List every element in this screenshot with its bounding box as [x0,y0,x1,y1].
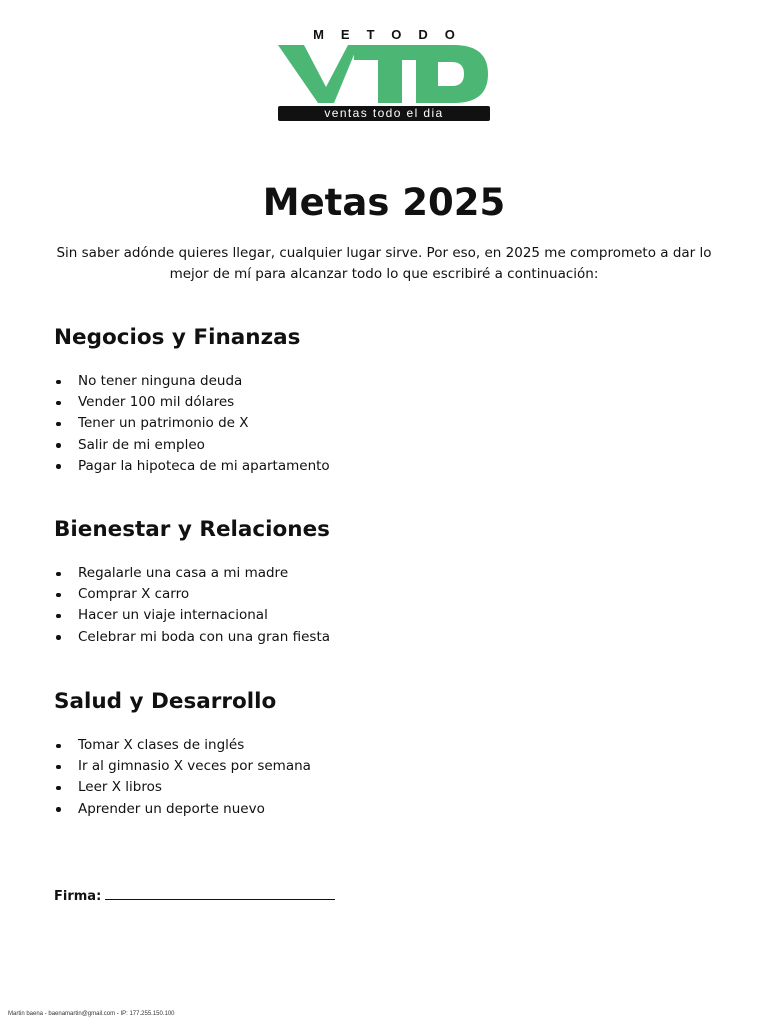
goal-list [54,563,714,648]
signature-label: Firma: [54,889,102,904]
logo-tagline: ventas todo el dia [324,106,444,120]
goal-text: Comprar X carro [78,586,190,603]
list-item [54,777,714,798]
goal-text: Celebrar mi boda con una gran fiesta [78,628,331,645]
bullet-icon [56,443,61,448]
bullet-icon [56,614,61,619]
goal-text: Hacer un viaje internacional [78,607,268,624]
list-item [54,563,714,584]
bullet-icon [56,380,61,385]
goal-text: Vender 100 mil dólares [78,394,235,411]
list-item [54,413,714,434]
list-item [54,435,714,456]
section-salud-desarrollo [54,687,714,820]
goal-list [54,371,714,477]
list-item [54,392,714,413]
intro-paragraph: Sin saber adónde quieres llegar, cualquier lugar sirve. Por eso, en 2025 me comprometo a dar lo mejor de mí para alcanzar todo lo que escribiré a continuación: [56,245,712,282]
goal-text: Ir al gimnasio X veces por semana [78,758,311,775]
list-item [54,627,714,648]
bullet-icon [56,401,61,406]
goal-text: Salir de mi empleo [78,436,205,453]
goal-text: Aprender un deporte nuevo [78,800,265,817]
goal-text: Tomar X clases de inglés [78,737,245,753]
footer-watermark: Martin baena - baenamartin@gmail.com - IP: 177.255.150.100 [8,1011,175,1017]
bullet-icon [56,464,61,469]
page-title: Metas 2025 [262,181,506,224]
goal-text: Tener un patrimonio de X [78,415,249,432]
bullet-icon [56,593,61,598]
bullet-icon [56,744,61,749]
goal-text: No tener ninguna deuda [78,373,243,389]
bullet-icon [56,422,61,427]
list-item [54,584,714,605]
bullet-icon [56,572,61,577]
goal-text: Regalarle una casa a mi madre [78,565,289,581]
goal-text: Leer X libros [78,779,162,796]
goal-text: Pagar la hipoteca de mi apartamento [78,457,330,474]
bullet-icon [56,807,61,812]
list-item [54,735,714,756]
section-negocios-finanzas [54,323,714,477]
bullet-icon [56,786,61,791]
list-item [54,371,714,392]
section-bienestar-relaciones [54,515,714,648]
signature-block [54,885,335,907]
logo-letters-graphic [278,43,490,105]
section-heading: Negocios y Finanzas [54,325,301,350]
list-item [54,456,714,477]
goal-list [54,735,714,820]
list-item [54,756,714,777]
signature-line [105,885,335,900]
section-heading: Salud y Desarrollo [54,689,277,714]
logo-tagline-band [278,106,490,121]
list-item [54,605,714,626]
vtd-logo [278,28,490,122]
section-heading: Bienestar y Relaciones [54,517,330,542]
bullet-icon [56,635,61,640]
bullet-icon [56,765,61,770]
list-item [54,799,714,820]
logo-word: METODO [313,27,472,42]
